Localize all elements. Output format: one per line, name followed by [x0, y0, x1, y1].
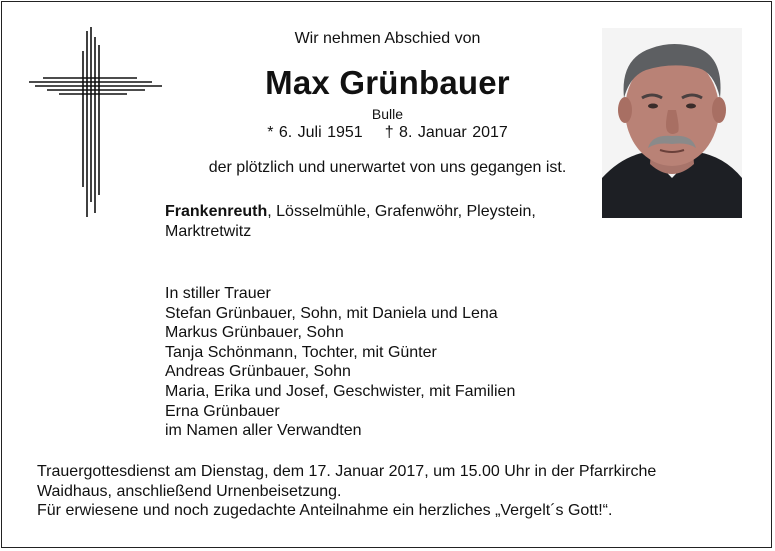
passing-note: der plötzlich und unerwartet von uns gegangen ist.	[208, 159, 567, 176]
deceased-name: Max Grünbauer	[265, 64, 510, 101]
service-line-2: Waidhaus, anschließend Urnenbeisetzung.	[37, 482, 342, 500]
mourner-line: In stiller Trauer	[165, 285, 271, 302]
place-main: Frankenreuth	[165, 203, 268, 220]
cross-icon	[27, 27, 165, 217]
mourner-line: Erna Grünbauer	[165, 402, 280, 420]
place-rest: , Lösselmühle, Grafenwöhr, Pleystein,	[267, 203, 536, 220]
portrait-photo	[602, 28, 742, 218]
mourner-line: Tanja Schönmann, Tochter, mit Günter	[165, 343, 437, 361]
mourner-line: Markus Grünbauer, Sohn	[165, 324, 344, 342]
life-dates	[200, 124, 575, 142]
service-line-1: Trauergottesdienst am Dienstag, dem 17. Januar 2017, um 15.00 Uhr in der Pfarrkirche	[37, 463, 657, 480]
place-line2: Marktretwitz	[165, 223, 252, 240]
mourner-line: Stefan Grünbauer, Sohn, mit Daniela und Lena	[165, 304, 498, 322]
mourner-line: Maria, Erika und Josef, Geschwister, mit Familien	[165, 382, 516, 400]
mourners-list	[165, 284, 515, 441]
nickname: Bulle	[371, 106, 404, 122]
mourner-line: im Namen aller Verwandten	[165, 422, 362, 440]
service-info	[37, 462, 757, 521]
thanks-line: Für erwiesene und noch zugedachte Anteilnahme ein herzliches „Vergelt´s Gott!“.	[37, 502, 613, 519]
mourner-line: Andreas Grünbauer, Sohn	[165, 363, 351, 381]
birth-date: * 6. Juli 1951	[267, 124, 363, 141]
intro-text: Wir nehmen Abschied von	[294, 30, 481, 47]
death-date: † 8. Januar 2017	[384, 124, 508, 141]
places-list	[165, 202, 585, 242]
